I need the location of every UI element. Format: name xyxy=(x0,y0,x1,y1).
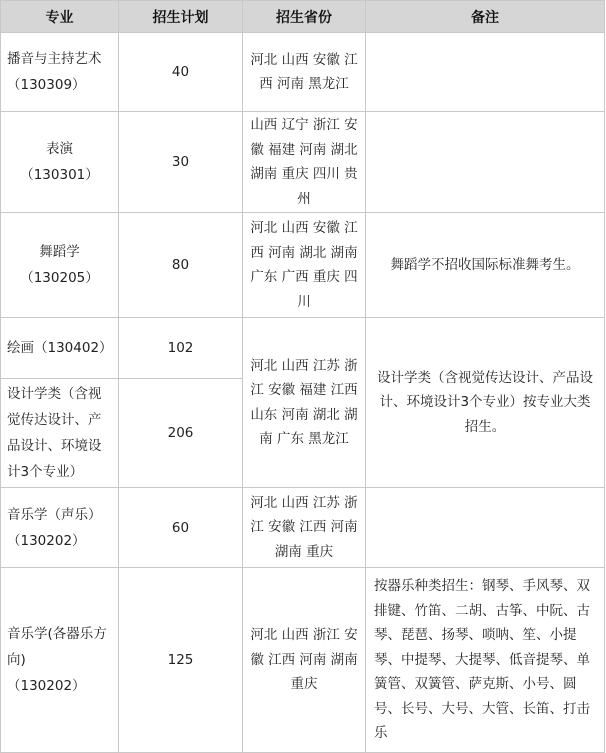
major-name: 舞蹈学 xyxy=(39,244,80,260)
major-cell xyxy=(1,112,119,213)
major-name: 表演 xyxy=(46,141,73,157)
major-code: （130202） xyxy=(7,532,86,549)
header-major: 专业 xyxy=(1,1,119,33)
major-code: （130309） xyxy=(7,77,86,93)
province-cell: 河北 山西 安徽 江西 河南 湖北 湖南 广东 广西 重庆 四川 xyxy=(243,213,366,318)
major-name: 音乐学(各器乐方向) xyxy=(7,626,107,668)
header-note: 备注 xyxy=(366,1,605,33)
plan-cell: 80 xyxy=(119,213,243,318)
note-cell xyxy=(366,488,605,568)
plan-cell: 40 xyxy=(119,33,243,112)
note-cell: 舞蹈学不招收国际标准舞考生。 xyxy=(366,213,605,318)
major-code: （130202） xyxy=(7,678,86,694)
major-cell xyxy=(1,568,119,753)
plan-cell: 30 xyxy=(119,112,243,213)
province-cell: 河北 山西 江苏 浙江 安徽 福建 江西 山东 河南 湖北 湖南 广东 黑龙江 xyxy=(243,318,366,488)
province-cell: 河北 山西 江苏 浙江 安徽 江西 河南 湖南 重庆 xyxy=(243,488,366,568)
plan-cell: 60 xyxy=(119,488,243,568)
table-row xyxy=(1,33,605,112)
table-row xyxy=(1,213,605,318)
table-row xyxy=(1,488,605,568)
table-row xyxy=(1,318,605,379)
header-province: 招生省份 xyxy=(243,1,366,33)
table-header-row xyxy=(1,1,605,33)
note-cell xyxy=(366,33,605,112)
plan-cell: 125 xyxy=(119,568,243,753)
table-row xyxy=(1,568,605,753)
plan-cell: 206 xyxy=(119,379,243,488)
major-cell xyxy=(1,379,119,488)
major-cell xyxy=(1,213,119,318)
note-cell: 按器乐种类招生：钢琴、手风琴、双排键、竹笛、二胡、古筝、中阮、古琴、琵琶、扬琴、唢呐、笙、小提琴、中提琴、大提琴、低音提琴、单簧管、双簧管、萨克斯、小号、圆号、长号、大号、大管、长笛、打击乐 xyxy=(366,568,605,753)
major-code: （130301） xyxy=(20,167,99,183)
major-cell xyxy=(1,488,119,568)
province-cell: 河北 山西 安徽 江西 河南 黑龙江 xyxy=(243,33,366,112)
major-name: 音乐学（声乐） xyxy=(7,506,102,523)
major-name: 设计学类（含视觉传达设计、产品设计、环境设计3个专业） xyxy=(7,386,102,480)
note-cell xyxy=(366,112,605,213)
major-name: 播音与主持艺术 xyxy=(7,51,102,67)
header-plan: 招生计划 xyxy=(119,1,243,33)
province-cell: 山西 辽宁 浙江 安徽 福建 河南 湖北 湖南 重庆 四川 贵州 xyxy=(243,112,366,213)
plan-cell: 102 xyxy=(119,318,243,379)
province-cell: 河北 山西 浙江 安徽 江西 河南 湖南 重庆 xyxy=(243,568,366,753)
major-code: （130205） xyxy=(20,270,99,286)
major-cell xyxy=(1,33,119,112)
major-cell xyxy=(1,318,119,379)
note-cell: 设计学类（含视觉传达设计、产品设计、环境设计3个专业）按专业大类招生。 xyxy=(366,318,605,488)
table-row xyxy=(1,112,605,213)
major-name: 绘画（130402） xyxy=(7,340,113,356)
